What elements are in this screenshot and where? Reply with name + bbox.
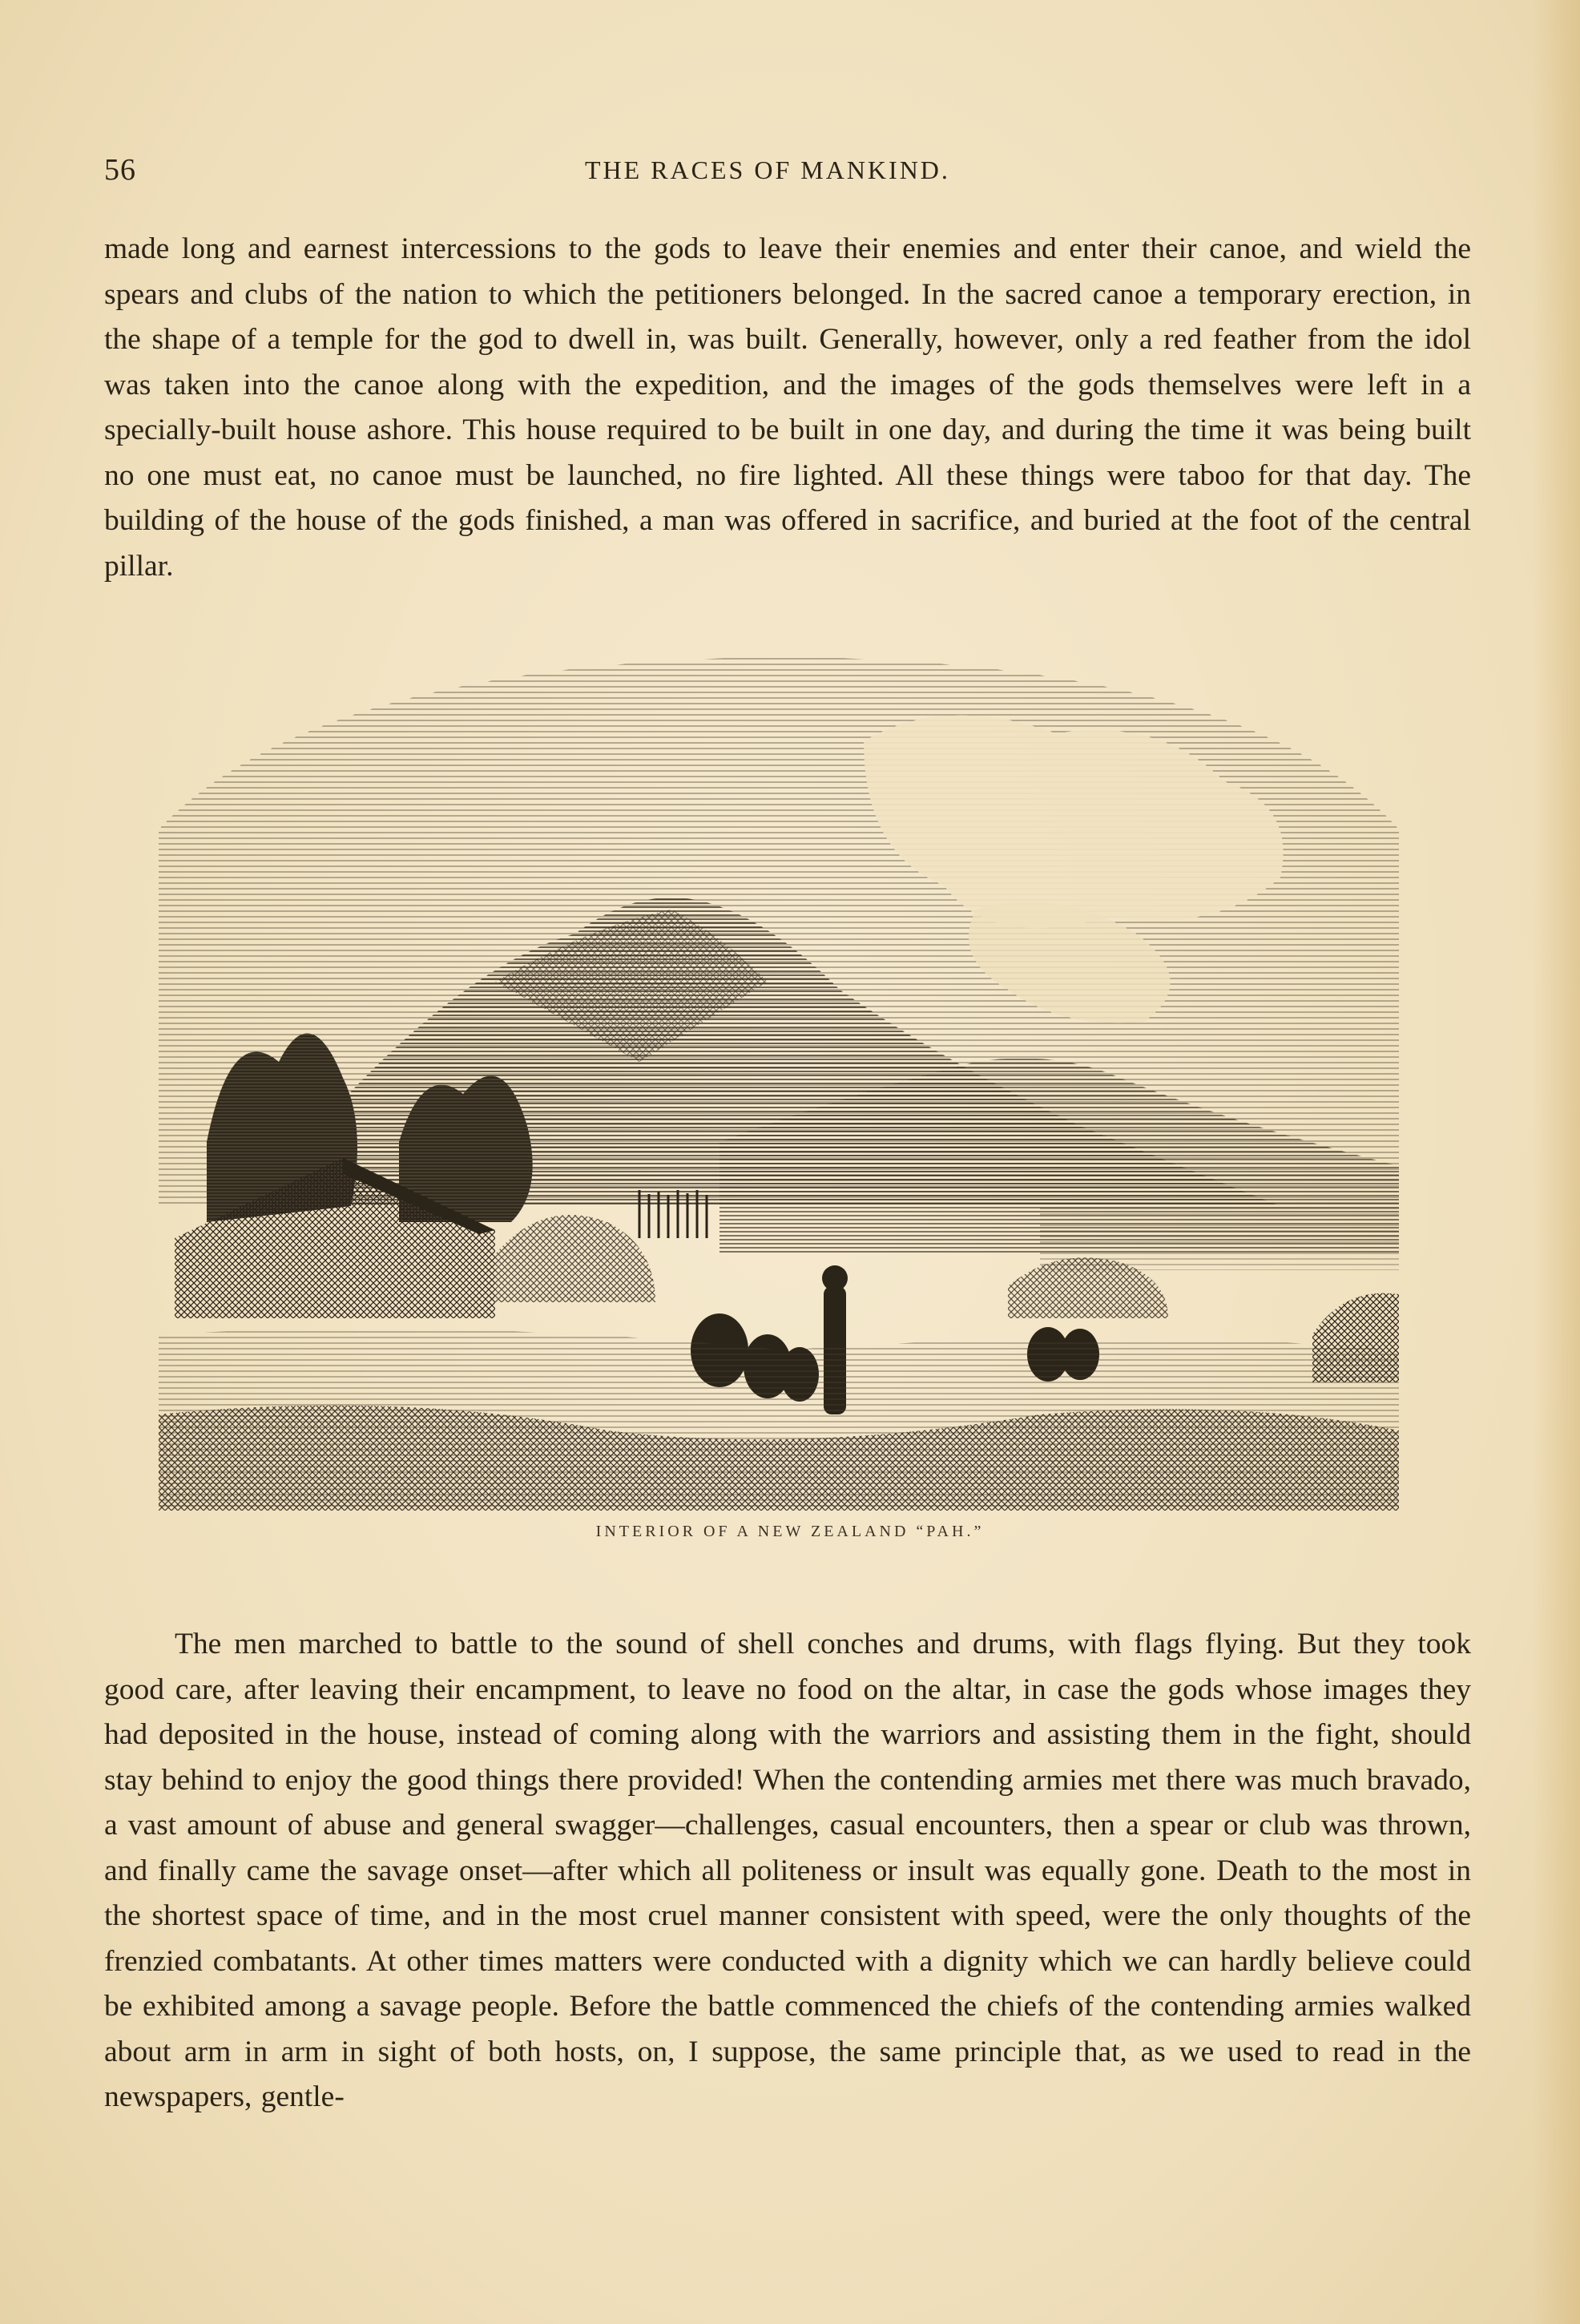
page-edge-shadow xyxy=(1532,0,1580,2324)
running-title: THE RACES OF MANKIND. xyxy=(585,155,950,184)
paragraph-1: made long and earnest intercessions to the gods to leave their enemies and enter their canoe, and wield the spears and clubs of the nation to which the petitioners belonged. In the sacred canoe a temporary erection, in the shape of a temple for the god to dwell in, was built. Generally, however, only a red feather from the idol was taken into the canoe along with the expedition, and the images of the gods themselves were left in a specially-built house ashore. This house required to be built in one day, and during the time it was being built no one must eat, no canoe must be launched, no fire lighted. All these things were taboo for that day. The building of the house of the gods finished, a man was offered in sacrifice, and buried at the foot of the central pillar. xyxy=(104,232,1471,583)
paragraph-2: The men marched to battle to the sound of shell conches and drums, with flags flying. But they took good care, after leaving their encampment, to leave no food on the altar, in case the gods whose images they had deposited in the house, instead of coming along with the warriors and assisting them in the fight, should stay behind to enjoy the good things there provided! When the contending armies met there was much bravado, a vast amount of abuse and general swagger—challenges, casual encounters, then a spear or club was thrown, and finally came the savage onset—after which all politeness or insult was equally gone. Death to the most in the shortest space of time, and in the most cruel manner consistent with speed, were the only thoughts of the frenzied combatants. At other times matters were conducted with a dignity which we can hardly believe could be exhibited among a savage people. Before the battle commenced the chiefs of the contending armies walked about arm in arm in sight of both hosts, on, I suppose, the same principle that, as we used to read in the newspapers, gentle- xyxy=(104,1628,1471,2113)
page-number: 56 xyxy=(104,153,136,187)
engraving-svg xyxy=(159,645,1399,1511)
figure-caption: INTERIOR OF A NEW ZEALAND “PAH.” xyxy=(595,1523,985,1540)
page-header xyxy=(104,152,1466,192)
hut xyxy=(495,1215,655,1302)
engraving-illustration xyxy=(159,645,1399,1511)
